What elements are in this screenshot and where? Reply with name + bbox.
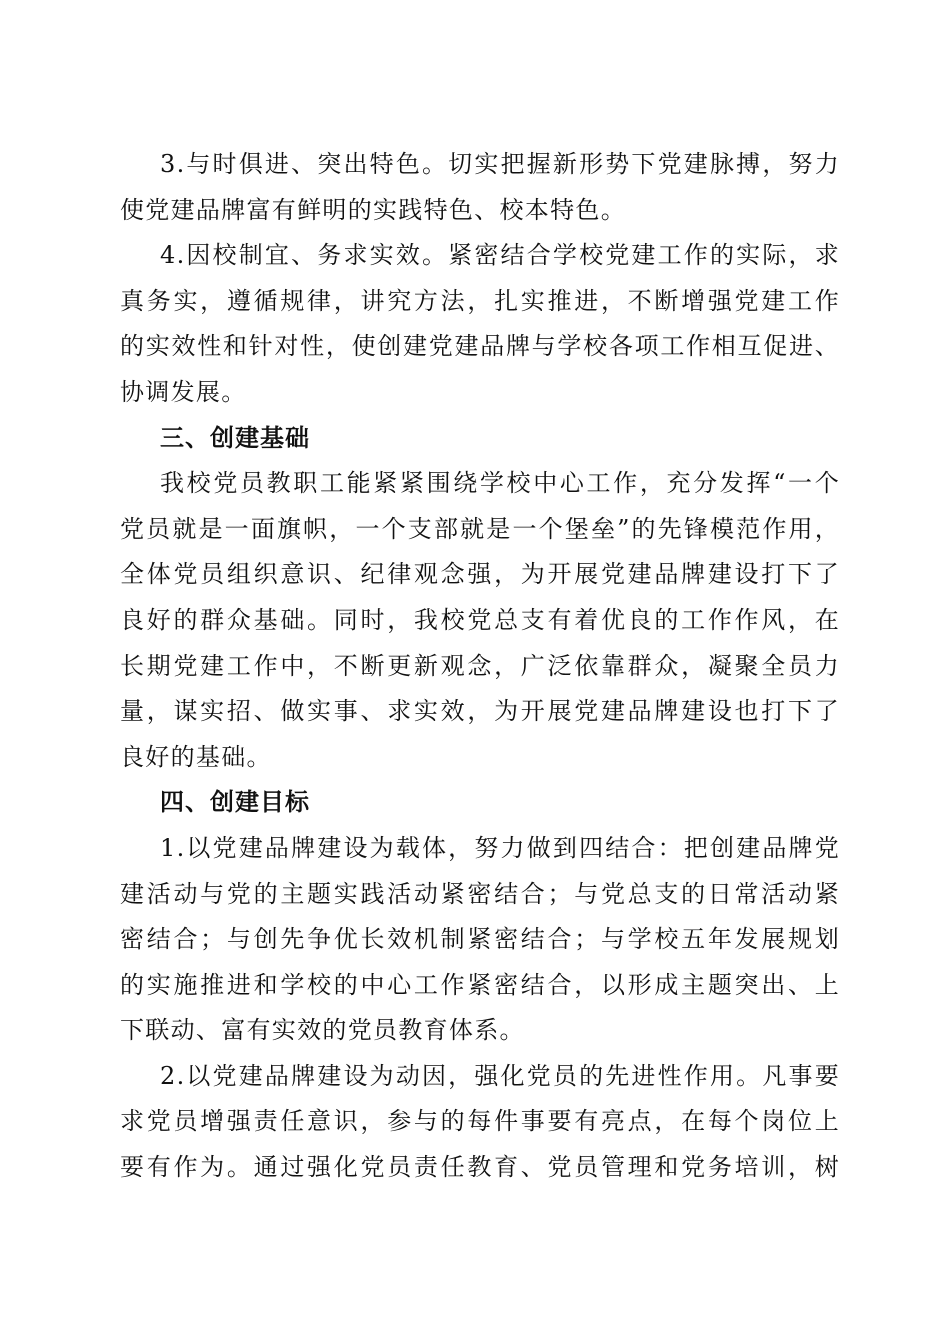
text-line: 建活动与党的主题实践活动紧密结合；与党总支的日常活动紧 [120,879,840,908]
heading-text: 四、创建目标 [160,788,310,817]
text-line: 求党员增强责任意识，参与的每件事要有亮点，在每个岗位上 [120,1107,840,1136]
text-line: 良好的基础。 [120,742,272,771]
paragraph [120,233,840,415]
paragraph [120,1054,840,1191]
text-line: 长期党建工作中，不断更新观念，广泛依靠群众，凝聚全员力 [120,651,840,680]
section-heading [120,780,840,826]
text-line: 全体党员组织意识、纪律观念强，为开展党建品牌建设打下了 [120,560,840,589]
text-line: 的实施推进和学校的中心工作紧密结合，以形成主题突出、上 [120,970,840,999]
text-line: 良好的群众基础。同时，我校党总支有着优良的工作作风，在 [120,605,840,634]
text-line: 真务实，遵循规律，讲究方法，扎实推进，不断增强党建工作 [120,286,840,315]
text-line: 密结合；与创先争优长效机制紧密结合；与学校五年发展规划 [120,925,840,954]
section-heading [120,416,840,462]
heading-text: 三、创建基础 [160,423,310,452]
text-line: 2.以党建品牌建设为动因，强化党员的先进性作用。凡事要 [160,1061,840,1090]
text-line: 下联动、富有实效的党员教育体系。 [120,1016,525,1045]
text-line: 4.因校制宜、务求实效。紧密结合学校党建工作的实际，求 [160,241,840,270]
text-line: 协调发展。 [120,377,247,406]
text-line: 使党建品牌富有鲜明的实践特色、校本特色。 [120,195,626,224]
document-body [120,142,840,1191]
text-line: 量，谋实招、做实事、求实效，为开展党建品牌建设也打下了 [120,697,840,726]
text-line: 要有作为。通过强化党员责任教育、党员管理和党务培训，树 [120,1153,840,1182]
text-line: 1.以党建品牌建设为载体，努力做到四结合：把创建品牌党 [160,833,840,862]
text-line: 的实效性和针对性，使创建党建品牌与学校各项工作相互促进、 [120,332,840,361]
paragraph [120,142,840,233]
text-line: 我校党员教职工能紧紧围绕学校中心工作，充分发挥“一个 [160,469,840,498]
text-line: 3.与时俱进、突出特色。切实把握新形势下党建脉搏，努力 [160,150,840,178]
text-line: 党员就是一面旗帜，一个支部就是一个堡垒”的先锋模范作用， [120,514,840,543]
paragraph [120,826,840,1054]
paragraph [120,461,840,780]
